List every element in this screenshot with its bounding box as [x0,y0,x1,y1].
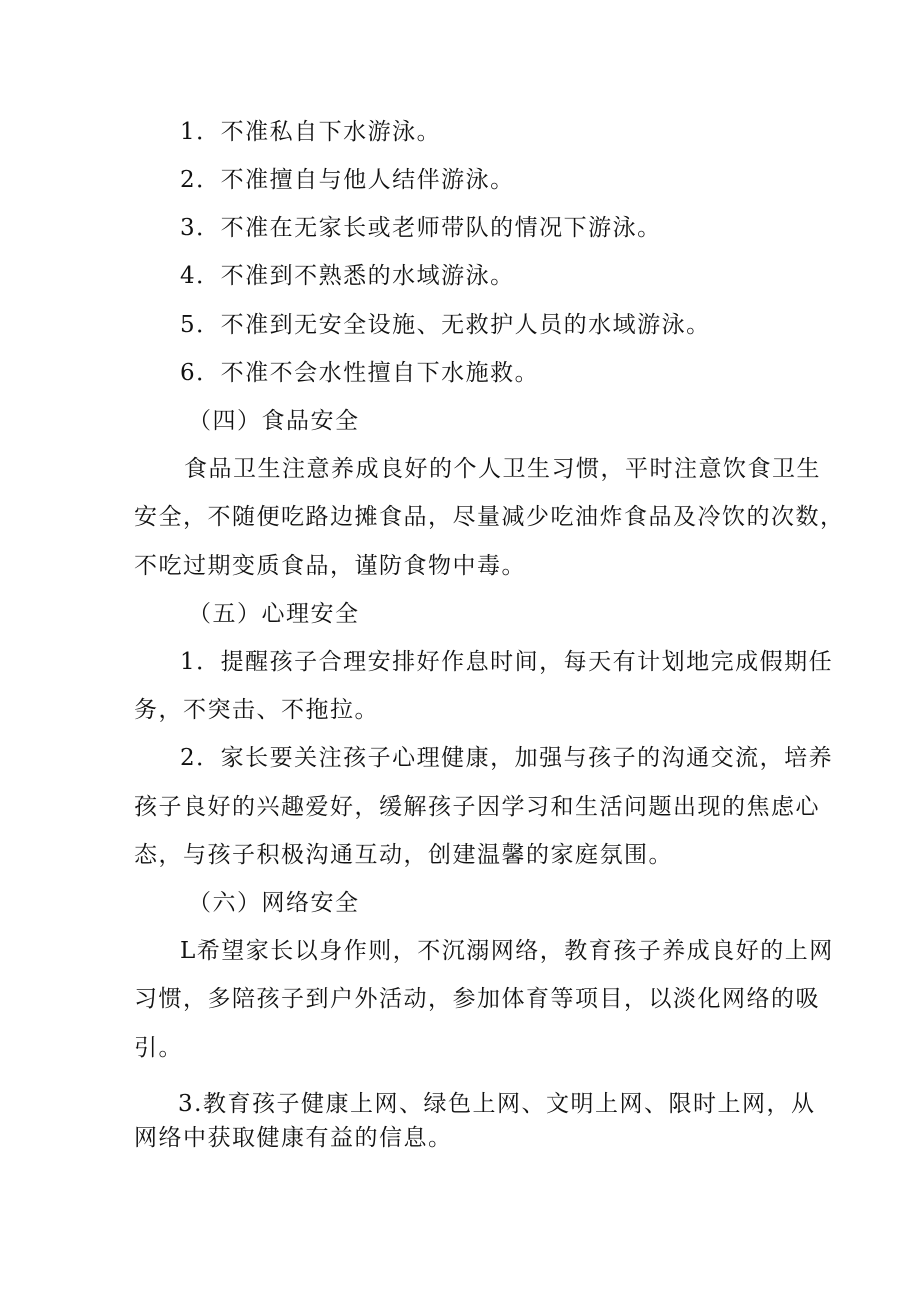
food-safety-heading: （四）食品安全 [188,408,360,434]
mental-safety-item1-line-1: 1．提醒孩子合理安排好作息时间，每天有计划地完成假期任 [180,649,834,675]
swimming-rule-1: 1．不准私自下水游泳。 [180,119,442,145]
network-safety-item3-line-1: 3.教育孩子健康上网、绿色上网、文明上网、限时上网，从 [178,1091,816,1117]
mental-safety-item2-line-2: 孩子良好的兴趣爱好，缓解孩子因学习和生活问题出现的焦虑心 [134,794,820,820]
network-safety-item1-line-2: 习惯，多陪孩子到户外活动，参加体育等项目，以淡化网络的吸 [134,986,820,1012]
food-safety-para-line-1: 食品卫生注意养成良好的个人卫生习惯，平时注意饮食卫生 [184,456,821,482]
mental-safety-item2-line-1: 2．家长要关注孩子心理健康，加强与孩子的沟通交流，培养 [180,745,834,771]
swimming-rule-6: 6．不准不会水性擅自下水施救。 [180,360,540,386]
food-safety-para-line-2: 安全，不随便吃路边摊食品，尽量减少吃油炸食品及冷饮的次数， [134,504,845,530]
network-safety-item1-line-1: L希望家长以身作则，不沉溺网络，教育孩子养成良好的上网 [180,938,834,964]
food-safety-para-line-3: 不吃过期变质食品，谨防食物中毒。 [134,553,526,579]
network-safety-heading: （六）网络安全 [188,890,360,916]
swimming-rule-2: 2．不准擅自与他人结伴游泳。 [180,167,515,193]
network-safety-item3-line-2: 网络中获取健康有益的信息。 [134,1125,453,1151]
swimming-rule-3: 3．不准在无家长或老师带队的情况下游泳。 [180,215,662,241]
mental-safety-item2-line-3: 态，与孩子积极沟通互动，创建温馨的家庭氛围。 [134,842,673,868]
swimming-rule-4: 4．不准到不熟悉的水域游泳。 [180,263,515,289]
network-safety-item1-line-3: 引。 [134,1035,183,1061]
mental-safety-heading: （五）心理安全 [188,601,360,627]
swimming-rule-5: 5．不准到无安全设施、无救护人员的水域游泳。 [180,312,711,338]
mental-safety-item1-line-2: 务，不突击、不拖拉。 [134,697,379,723]
